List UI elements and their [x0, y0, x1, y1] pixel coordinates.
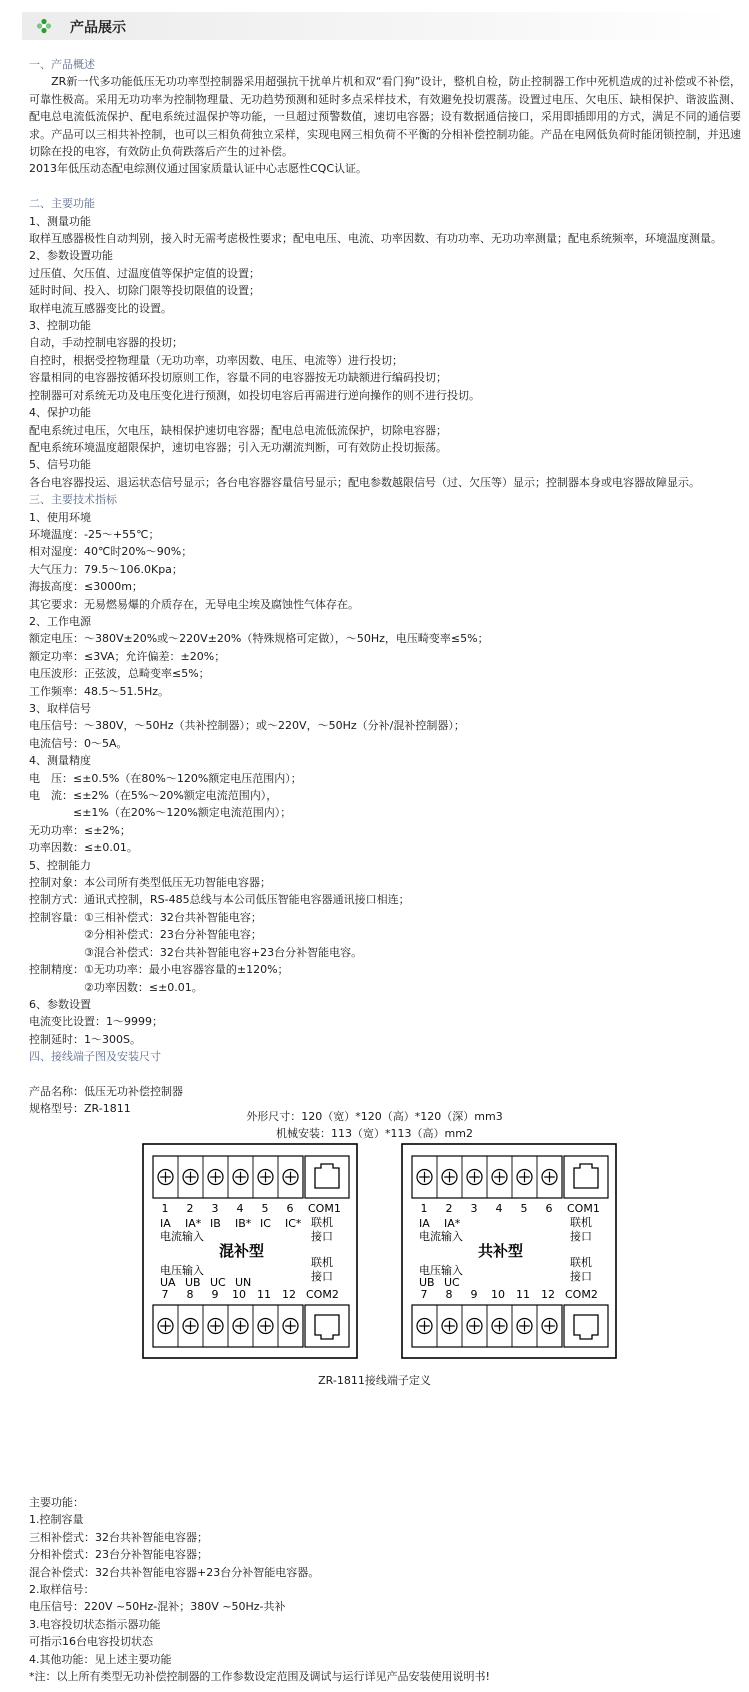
diagram-label: 9	[470, 1288, 478, 1301]
specs-line: 功率因数：≤±0.01。	[29, 841, 138, 855]
section-title: 产品展示	[70, 20, 126, 36]
functions-line: 延时时间、投入、切除门限等投切限值的设置；	[29, 284, 260, 298]
diagram-label: 5	[520, 1202, 528, 1215]
diagram-label: UB	[185, 1276, 201, 1289]
summary-line: 4.其他功能：见上述主要功能	[29, 1652, 172, 1666]
functions-line: 取样电流互感器变比的设置。	[29, 301, 172, 315]
diagram-label: 7	[420, 1288, 428, 1301]
functions-line: 4、保护功能	[29, 406, 91, 420]
diagram-label: 11	[516, 1288, 530, 1301]
functions-line: 过压值、欠压值、过温度值等保护定值的设置；	[29, 266, 260, 280]
diagram-label: 电流输入	[160, 1230, 204, 1243]
specs-line: 1、使用环境	[29, 510, 91, 524]
summary-line: 分相补偿式：23台分补智能电容器；	[29, 1548, 208, 1562]
dimension-outline: 外形尺寸：120（宽）*120（高）*120（深）mm3	[246, 1110, 503, 1123]
diagram-label: 9	[211, 1288, 219, 1301]
specs-line: 额定电压：～380V±20%或～220V±20%（特殊规格可定做），～50Hz，电压畸变率≤5%；	[29, 632, 489, 646]
diagram-label: IA*	[185, 1217, 202, 1230]
summary-line: 三相补偿式：32台共补智能电容器；	[29, 1530, 208, 1544]
specs-line: 电压信号：～380V，～50Hz（共补控制器）；或～220V，～50Hz（分补/混补控制器）；	[29, 719, 465, 733]
overview-body: ZR新一代多功能低压无功功率型控制器采用超强抗干扰单片机和双“看门狗”设计，整机自检，防止控制器工作中死机造成的过补偿或不补偿，可靠性极高。采用无功功率为控制物理量、无功趋势预测和延时多点采样技术，有效避免投切震荡。设置过电压、欠电压、缺相保护、谐波监测、配电总电流低流保护、配电系统过温保护等功能，一旦超过预警数值，速切电容器；设有数据通信接口，采用即插即用的方式，满足不同的通信要求。产品可以三相共补控制，也可以三相负荷独立采样，实现电网三相负荷不平衡的分相补偿控制功能。产品在电网低负荷时能闭锁控制，并迅速切除在投的电容，有效防止负荷跌落后产生的过补偿。	[29, 75, 741, 159]
functions-line: 3、控制功能	[29, 319, 91, 333]
functions-line: 控制器可对系统无功及电压变化进行预测，如投切电容后再需进行逆向操作的则不进行投切。	[29, 388, 480, 402]
rj45-port-icon	[305, 1305, 349, 1347]
diagram-label: 4	[236, 1202, 244, 1215]
specs-heading: 三、主要技术指标	[29, 493, 117, 507]
diagram-label: 1	[420, 1202, 428, 1215]
link-port-label: 联机	[570, 1256, 592, 1269]
specs-line: 其它要求：无易燃易爆的介质存在，无导电尘埃及腐蚀性气体存在。	[29, 597, 359, 611]
diagram-label: UC	[210, 1276, 226, 1289]
specs-line: 控制容量：①三相补偿式：32台共补智能电容；	[29, 910, 262, 924]
diagram-label: 6	[286, 1202, 294, 1215]
diagram-label: 12	[282, 1288, 296, 1301]
product-model: 规格型号：ZR-1811	[29, 1102, 131, 1116]
functions-heading: 二、主要功能	[29, 197, 95, 211]
diagram-label: 2	[186, 1202, 194, 1215]
clover-icon	[36, 18, 52, 34]
specs-line: ≤±1%（在20%～120%额定电流范围内）；	[29, 806, 292, 820]
link-port-label: 联机	[311, 1256, 333, 1269]
panel-common	[402, 1144, 616, 1358]
specs-line: 5、控制能力	[29, 858, 91, 872]
summary-line: 电压信号：220V ~50Hz-混补；380V ~50Hz-共补	[29, 1600, 286, 1614]
specs-line: 大气压力：79.5～106.0Kpa；	[29, 562, 183, 576]
specs-line: 电 压：≤±0.5%（在80%～120%额定电压范围内）；	[29, 771, 302, 785]
specs-line: 额定功率：≤3VA；允许偏差：±20%；	[29, 649, 226, 663]
specs-line: 4、测量精度	[29, 754, 91, 768]
link-port-label: 接口	[570, 1270, 592, 1283]
overview-cert: 2013年低压动态配电综测仪通过国家质量认证中心志愿性CQC认证。	[29, 162, 368, 176]
diagram-label: 10	[232, 1288, 246, 1301]
summary-line: 2.取样信号：	[29, 1583, 95, 1597]
specs-line: 环境温度：-25～+55℃；	[29, 527, 160, 541]
diagram-label: 电流输入	[419, 1230, 463, 1243]
summary-section	[29, 1494, 741, 1685]
functions-line: 5、信号功能	[29, 458, 91, 472]
specs-line: ②分相补偿式：23台分补智能电容；	[29, 928, 262, 942]
specs-line: 6、参数设置	[29, 997, 91, 1011]
functions-line: 各台电容器投运、退运状态信号显示；各台电容器容量信号显示；配电参数越限信号（过、欠压等）显示；控制器本身或电容器故障显示。	[29, 475, 700, 489]
diagram-label: IC*	[285, 1217, 302, 1230]
rj45-port-icon	[564, 1156, 608, 1198]
diagram-label: 2	[445, 1202, 453, 1215]
diagram-label: 3	[470, 1202, 478, 1215]
link-port-label: 联机	[311, 1216, 333, 1229]
functions-line: 自控时，根据受控物理量（无功功率，功率因数、电压、电流等）进行投切；	[29, 353, 403, 367]
dimension-mount: 机械安装：113（宽）*113（高）mm2	[276, 1127, 473, 1140]
functions-line: 配电系统过电压，欠电压，缺相保护速切电容器；配电总电流低流保护，切除电容器；	[29, 423, 447, 437]
diagram-label: 11	[257, 1288, 271, 1301]
specs-line: 电 流：≤±2%（在5%～20%额定电流范围内），	[29, 789, 278, 803]
product-name: 产品名称：低压无功补偿控制器	[29, 1084, 183, 1098]
diagram-label: 共补型	[478, 1242, 524, 1260]
specs-list	[29, 509, 741, 1049]
diagram-label: 6	[545, 1202, 553, 1215]
specs-line: ③混合补偿式：32台共补智能电容+23台分补智能电容。	[29, 945, 363, 959]
diagram-label: 混补型	[219, 1242, 265, 1260]
specs-line: 相对湿度：40℃时20%～90%；	[29, 545, 193, 559]
link-port-label: 接口	[311, 1230, 333, 1243]
summary-line: 主要功能：	[29, 1496, 84, 1509]
summary-line: *注：以上所有类型无功补偿控制器的工作参数设定范围及调试与运行详见产品安装使用说明书!	[29, 1670, 490, 1684]
section-header	[22, 12, 734, 40]
summary-line: 3.电容投切状态指示器功能	[29, 1617, 161, 1631]
specs-line: 海拔高度：≤3000m；	[29, 580, 143, 594]
diagram-label: COM2	[565, 1288, 598, 1301]
diagram-label: IA	[419, 1217, 430, 1230]
functions-line: 1、测量功能	[29, 214, 91, 228]
link-port-label: 联机	[570, 1216, 592, 1229]
rj45-port-icon	[305, 1156, 349, 1198]
specs-line: 控制精度：①无功功率：最小电容器容量的±120%；	[29, 963, 289, 977]
diagram-label: 1	[161, 1202, 169, 1215]
diagram-label: UA	[160, 1276, 176, 1289]
diagram-label: UC	[444, 1276, 460, 1289]
diagram-label: 电压输入	[160, 1264, 204, 1277]
diagram-label: UB	[419, 1276, 435, 1289]
functions-list	[29, 213, 741, 492]
diagram-label: 4	[495, 1202, 503, 1215]
diagram-label: IA	[160, 1217, 171, 1230]
panel-mixed	[143, 1144, 357, 1358]
diagram-label: 7	[161, 1288, 169, 1301]
diagram-label: UN	[235, 1276, 252, 1289]
specs-line: 控制方式：通讯式控制，RS-485总线与本公司低压智能电容器通讯接口相连；	[29, 893, 410, 907]
specs-line: 控制延时：1～300S。	[29, 1032, 141, 1046]
diagram-label: 12	[541, 1288, 555, 1301]
specs-line: 工作频率：48.5～51.5Hz。	[29, 684, 170, 698]
diagram-label: 8	[186, 1288, 194, 1301]
diagram-label: IB*	[235, 1217, 252, 1230]
functions-line: 容量相同的电容器按循环投切原则工作，容量不同的电容器按无功缺额进行编码投切；	[29, 371, 447, 385]
diagram-label: 10	[491, 1288, 505, 1301]
summary-list	[29, 1494, 741, 1685]
specs-line: 电压波形：正弦波，总畸变率≤5%；	[29, 667, 210, 681]
terminal-diagram	[0, 1140, 749, 1370]
diagram-label: 电压输入	[419, 1264, 463, 1277]
product-description	[29, 56, 741, 1118]
link-port-label: 接口	[311, 1270, 333, 1283]
functions-line: 自动，手动控制电容器的投切；	[29, 336, 183, 350]
diagram-caption: ZR-1811接线端子定义	[318, 1374, 431, 1387]
specs-line: 2、工作电源	[29, 614, 91, 628]
diagram-label: IA*	[444, 1217, 461, 1230]
functions-line: 配电系统环境温度超限保护，速切电容器；引入无功潮流判断，可有效防止投切振荡。	[29, 440, 447, 454]
specs-line: 3、取样信号	[29, 702, 91, 716]
diagram-label: IB	[210, 1217, 221, 1230]
functions-line: 2、参数设置功能	[29, 249, 113, 263]
overview-heading: 一、产品概述	[29, 58, 95, 71]
specs-line: 电流变比设置：1～9999；	[29, 1015, 163, 1029]
wiring-heading: 四、接线端子图及安装尺寸	[29, 1050, 161, 1064]
specs-line: 电流信号：0～5A。	[29, 736, 128, 750]
diagram-label: COM1	[308, 1202, 341, 1215]
diagram-label: COM2	[306, 1288, 339, 1301]
diagram-label: 8	[445, 1288, 453, 1301]
summary-line: 混合补偿式：32台共补智能电容器+23台分补智能电容器。	[29, 1565, 320, 1579]
specs-line: ②功率因数：≤±0.01。	[29, 980, 203, 994]
specs-line: 无功功率：≤±2%；	[29, 823, 131, 837]
diagram-label: IC	[260, 1217, 271, 1230]
summary-line: 1.控制容量	[29, 1513, 84, 1527]
summary-line: 可指示16台电容投切状态	[29, 1635, 153, 1649]
diagram-label: COM1	[567, 1202, 600, 1215]
specs-line: 控制对象：本公司所有类型低压无功智能电容器；	[29, 876, 271, 890]
diagram-label: 5	[261, 1202, 269, 1215]
functions-line: 取样互感器极性自动判别，接入时无需考虑极性要求；配电电压、电流、功率因数、有功功率、无功功率测量；配电系统频率，环境温度测量。	[29, 232, 722, 246]
link-port-label: 接口	[570, 1230, 592, 1243]
diagram-label: 3	[211, 1202, 219, 1215]
rj45-port-icon	[564, 1305, 608, 1347]
